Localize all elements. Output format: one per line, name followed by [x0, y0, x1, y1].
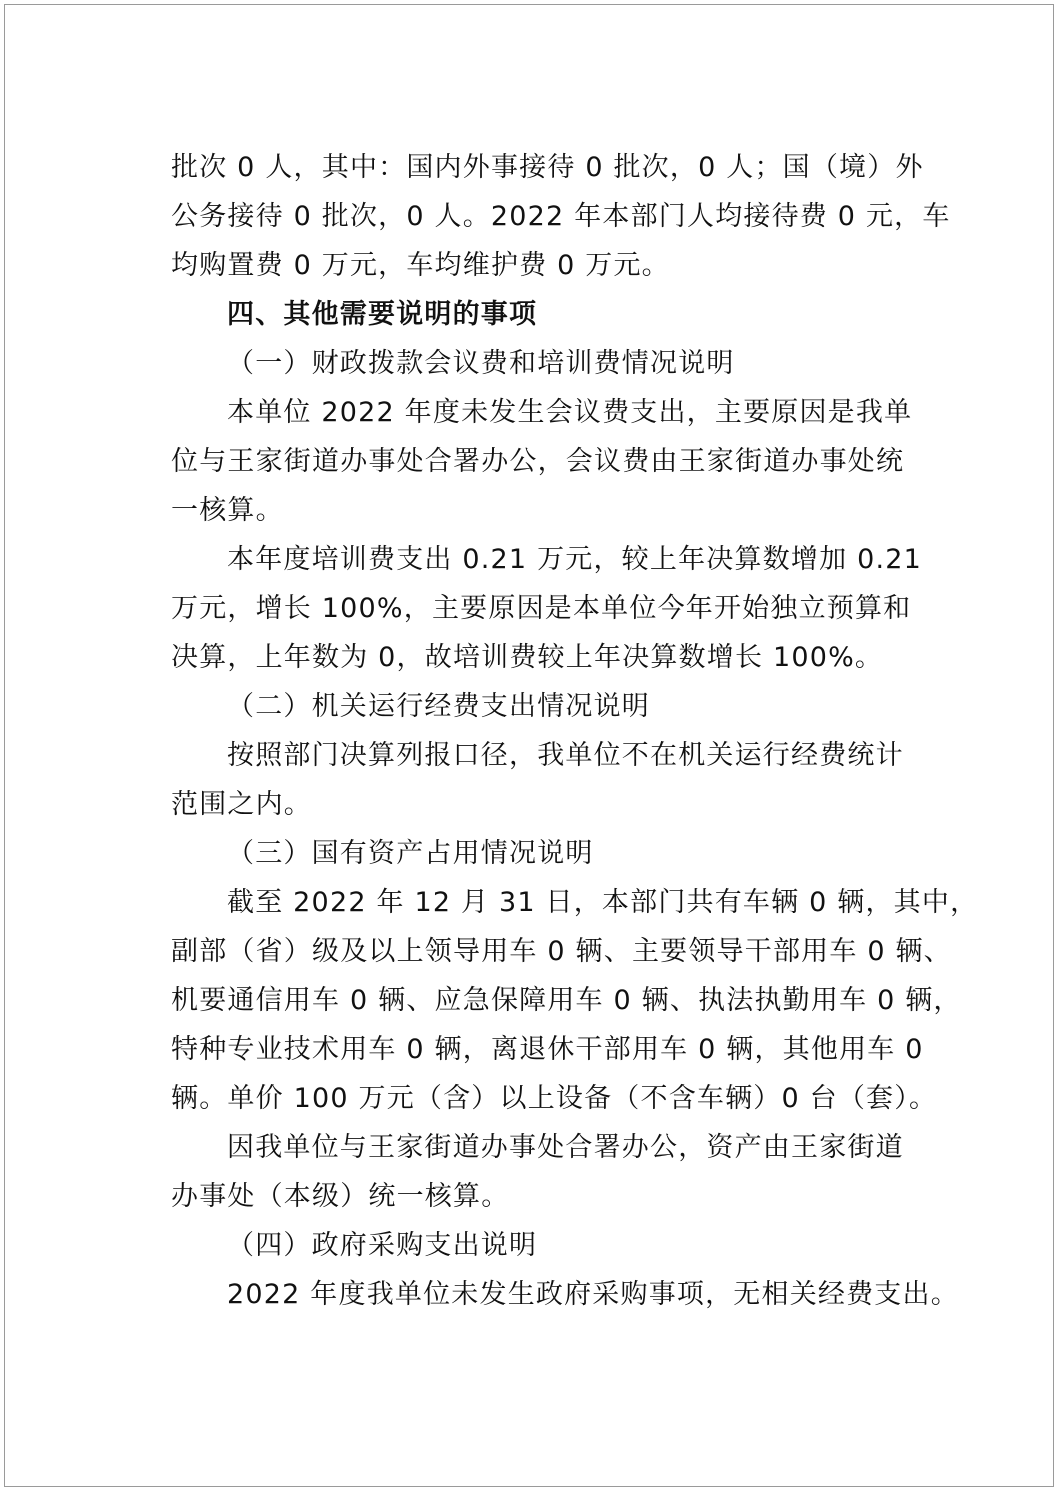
text-line: 特种专业技术用车 0 辆，离退休干部用车 0 辆，其他用车 0 [171, 1034, 924, 1065]
text-line: 范围之内。 [171, 789, 312, 820]
paragraph-reception [171, 143, 951, 290]
text-line: 机要通信用车 0 辆、应急保障用车 0 辆、执法执勤用车 0 辆， [171, 985, 962, 1016]
text-line: 公务接待 0 批次，0 人。2022 年本部门人均接待费 0 元，车 [171, 201, 951, 232]
subsection-title-4: （四）政府采购支出说明 [227, 1230, 538, 1261]
text-line: 本年度培训费支出 0.21 万元，较上年决算数增加 0.21 [227, 544, 922, 575]
text-line: 均购置费 0 万元，车均维护费 0 万元。 [171, 250, 670, 281]
paragraph-meeting-fee [171, 388, 913, 535]
document-body [171, 143, 979, 1319]
text-line: 2022 年度我单位未发生政府采购事项，无相关经费支出。 [227, 1279, 959, 1310]
text-line: 按照部门决算列报口径，我单位不在机关运行经费统计 [227, 740, 904, 771]
text-line: 副部（省）级及以上领导用车 0 辆、主要领导干部用车 0 辆、 [171, 936, 952, 967]
paragraph-assets [171, 1123, 904, 1221]
text-line: 万元，增长 100%，主要原因是本单位今年开始独立预算和 [171, 593, 912, 624]
subsection-title-1: （一）财政拨款会议费和培训费情况说明 [227, 348, 735, 379]
text-line: 批次 0 人，其中：国内外事接待 0 批次，0 人；国（境）外 [171, 152, 924, 183]
text-line: 辆。单价 100 万元（含）以上设备（不含车辆）0 台（套）。 [171, 1083, 938, 1114]
subsection-title-3: （三）国有资产占用情况说明 [227, 838, 594, 869]
text-line: 位与王家街道办事处合署办公，会议费由王家街道办事处统 [171, 446, 905, 477]
text-line: 决算，上年数为 0，故培训费较上年决算数增长 100%。 [171, 642, 884, 673]
subsection-title-2: （二）机关运行经费支出情况说明 [227, 691, 650, 722]
text-line: 截至 2022 年 12 月 31 日，本部门共有车辆 0 辆，其中， [227, 887, 979, 918]
text-line: 本单位 2022 年度未发生会议费支出，主要原因是我单 [227, 397, 913, 428]
page-frame [4, 4, 1054, 1487]
paragraph-procurement [171, 1270, 959, 1319]
paragraph-training-fee [171, 535, 922, 682]
paragraph-vehicles [171, 878, 979, 1123]
paragraph-operating-cost [171, 731, 904, 829]
text-line: 一核算。 [171, 495, 284, 526]
text-line: 因我单位与王家街道办事处合署办公，资产由王家街道 [227, 1132, 904, 1163]
text-line: 办事处（本级）统一核算。 [171, 1181, 510, 1212]
section-heading-four: 四、其他需要说明的事项 [227, 299, 538, 330]
